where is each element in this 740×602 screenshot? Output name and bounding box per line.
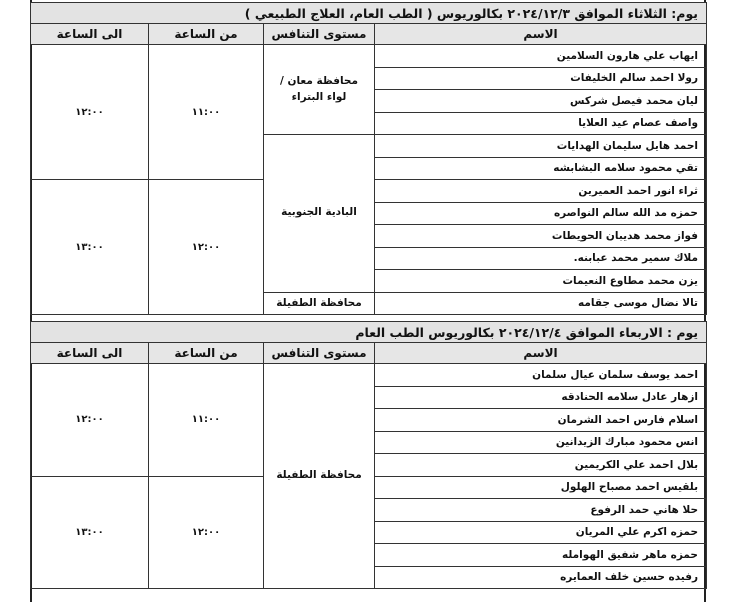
schedule-table-day1: [30, 2, 707, 315]
student-name: يزن محمد مطاوع النعيمات: [375, 270, 707, 293]
competition-level: محافظة معان / لواء البتراء: [264, 45, 375, 135]
competition-level: البادية الجنوبية: [264, 135, 375, 293]
student-name: احمد يوسف سلمان عيال سلمان: [375, 364, 707, 387]
header-level: مستوى التنافس: [264, 24, 375, 45]
day-title-row: [31, 322, 707, 343]
student-name: اسلام فارس احمد الشرمان: [375, 409, 707, 432]
student-name: ازهار عادل سلامه الحنادقه: [375, 386, 707, 409]
to-time: ١٢:٠٠: [31, 364, 149, 477]
from-time: ١١:٠٠: [149, 364, 264, 477]
student-name: بلقيس احمد مصباح الهلول: [375, 476, 707, 499]
from-time: ١٢:٠٠: [149, 476, 264, 589]
student-name: حمزه ماهر شفيق الهوامله: [375, 544, 707, 567]
header-level: مستوى التنافس: [264, 343, 375, 364]
to-time: ١٣:٠٠: [31, 476, 149, 589]
header-row: [31, 24, 707, 45]
student-name: تالا نضال موسى جقامه: [375, 292, 707, 315]
student-name: حمزه مد الله سالم النواصره: [375, 202, 707, 225]
student-name: تقي محمود سلامه البشابشه: [375, 157, 707, 180]
from-time: ١١:٠٠: [149, 45, 264, 180]
competition-level: محافظة الطفيلة: [264, 364, 375, 589]
to-time: ١٣:٠٠: [31, 180, 149, 315]
student-name: رولا احمد سالم الخليفات: [375, 67, 707, 90]
schedule-table-day2: [30, 321, 707, 589]
student-name: واصف عصام عيد العلايا: [375, 112, 707, 135]
student-name: احمد هايل سليمان الهدايات: [375, 135, 707, 158]
header-name: الاسم: [375, 343, 707, 364]
header-name: الاسم: [375, 24, 707, 45]
from-time: ١٢:٠٠: [149, 180, 264, 315]
student-name: حلا هاني حمد الرفوع: [375, 499, 707, 522]
header-to: الى الساعة: [31, 24, 149, 45]
table-row: [31, 45, 707, 68]
to-time: ١٢:٠٠: [31, 45, 149, 180]
header-row: [31, 343, 707, 364]
competition-level: محافظة الطفيلة: [264, 292, 375, 315]
student-name: ايهاب علي هارون السلامين: [375, 45, 707, 68]
header-from: من الساعة: [149, 343, 264, 364]
table-row: [31, 364, 707, 387]
student-name: بلال احمد علي الكريمين: [375, 454, 707, 477]
student-name: ليان محمد فيصل شركس: [375, 90, 707, 113]
header-to: الى الساعة: [31, 343, 149, 364]
student-name: ملاك سمير محمد عبابنه.: [375, 247, 707, 270]
day-title: يوم: الثلاثاء الموافق ٢٠٢٤/١٢/٣ بكالوريوس ( الطب العام، العلاج الطبيعي ): [31, 3, 707, 24]
student-name: حمزه اكرم علي المريان: [375, 521, 707, 544]
student-name: ثراء انور احمد العميرين: [375, 180, 707, 203]
header-from: من الساعة: [149, 24, 264, 45]
day-title: يوم : الاربعاء الموافق ٢٠٢٤/١٢/٤ بكالوريوس الطب العام: [31, 322, 707, 343]
day-title-row: [31, 3, 707, 24]
student-name: انس محمود مبارك الزيدانين: [375, 431, 707, 454]
student-name: رفيده حسين خلف العمايره: [375, 566, 707, 589]
student-name: فواز محمد هديبان الحويطات: [375, 225, 707, 248]
